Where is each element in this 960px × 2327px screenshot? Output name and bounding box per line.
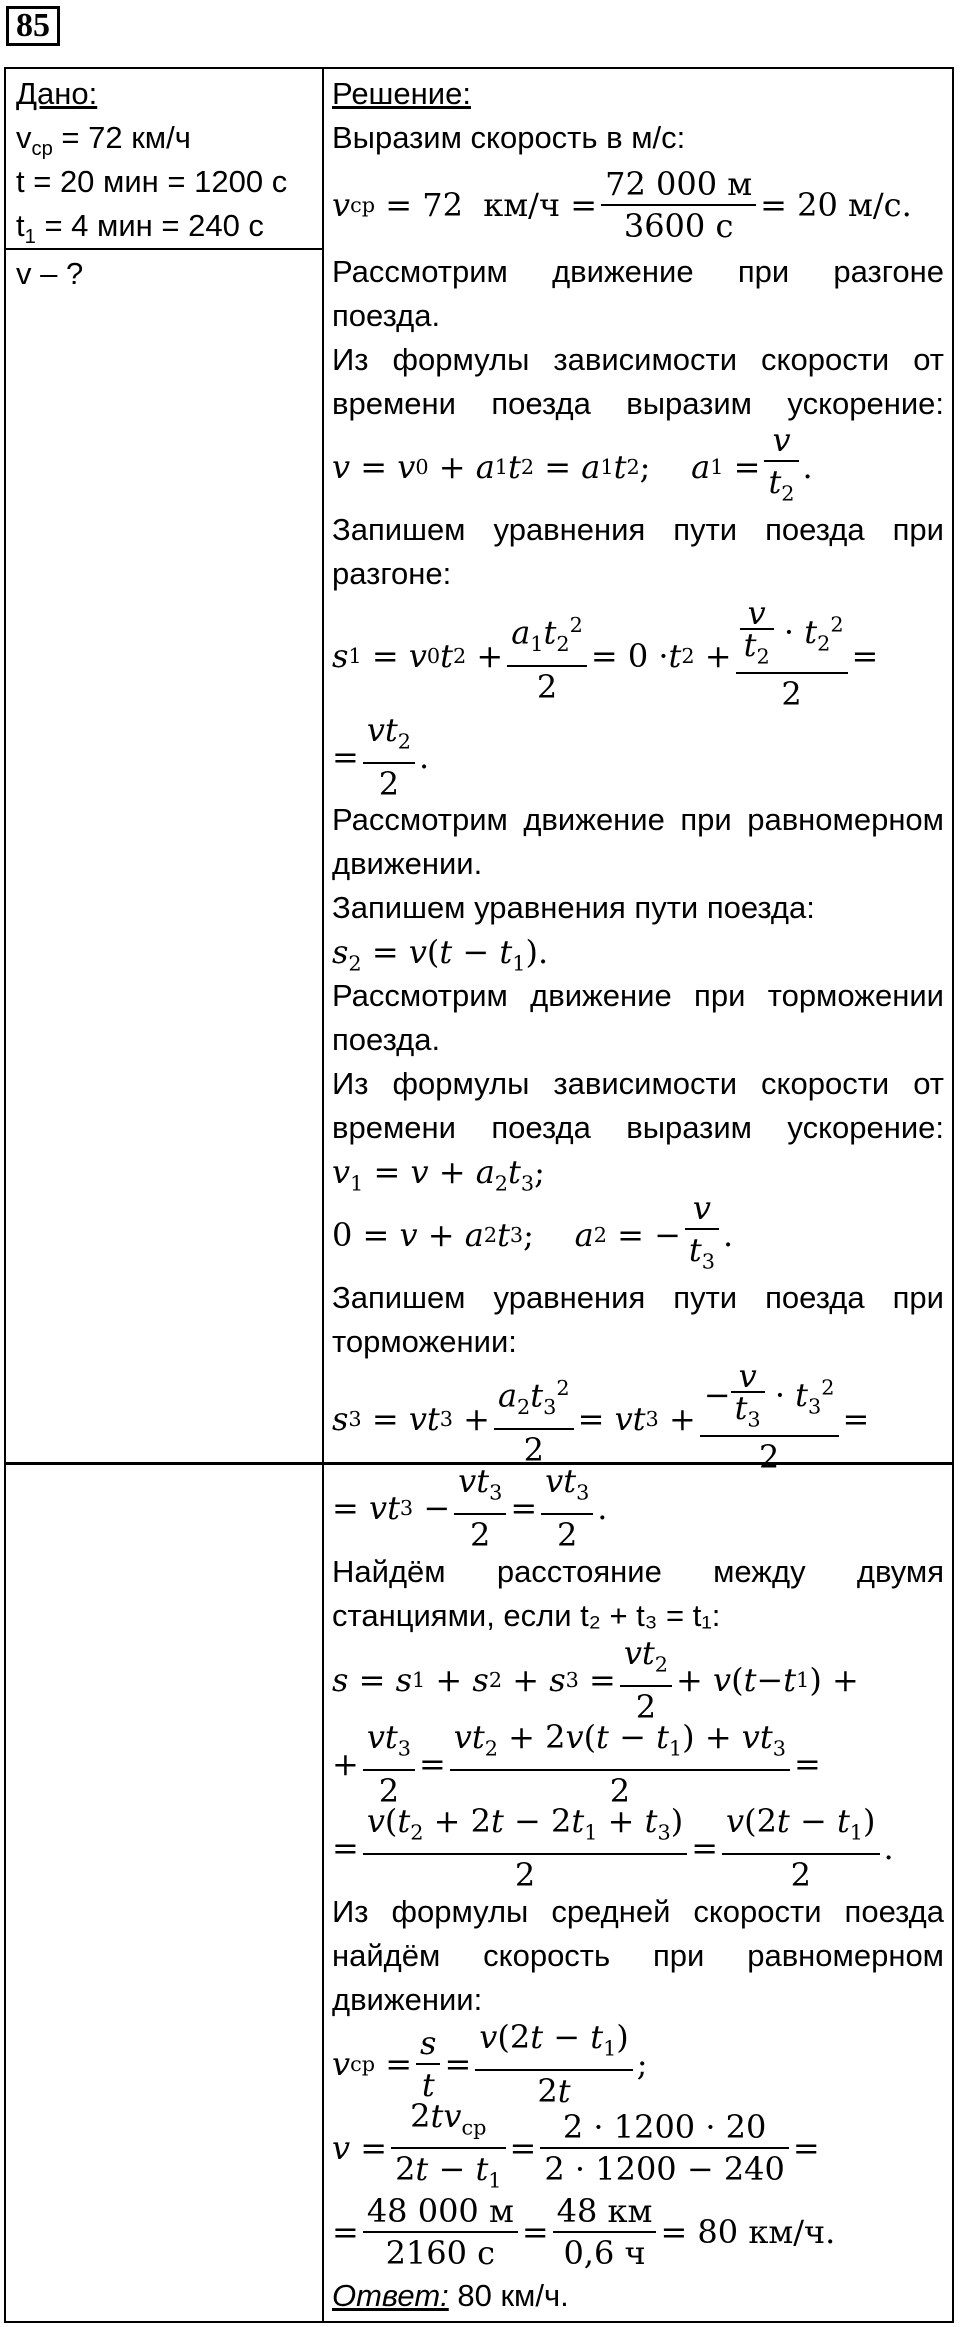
formula-a2: 0 = v + a 2 t 3 ; a 2 = − $\frac{v}{t_3}$ . [332,1189,734,1274]
p-uniform-intro: Рассмотрим движение при равномерном движении. [332,802,944,881]
formula-s2: $s_2 = v(t - t_1)$. [332,933,549,976]
answer-line [332,2274,944,2318]
formula-vcp-expr: v ср = $\frac{s}{t}$ = $\frac{v(2t - t_1)}{2t}$ ; [332,2018,648,2110]
p-path-accel: Запишем уравнения пути поезда при разгоне: [332,512,944,591]
formula-s-total-2: + $\frac{vt_3}{2}$ = $\frac{vt_2 + 2v(t - t_1) + vt_3}{2}$ = [332,1718,821,1810]
p-acceleration-intro: Рассмотрим движение при разгоне поезда. [332,254,944,333]
formula-v-result: = $\frac{48 000 м}{2160 с}$ = $\frac{48 км}{0,6 ч}$ = 80 км/ч. [332,2192,836,2272]
p-avg-speed: Из формулы средней скорости поезда найдём скорость при равномерном движении: [332,1894,944,2017]
formula-s-total-3: = $\frac{v(t_2 + 2t - 2t_1 + t_3)}{2}$ = $\frac{v(2t - t_1)}{2}$ . [332,1802,894,1894]
p-path-braking: Запишем уравнения пути поезда при торможении: [332,1280,944,1359]
table-top-border [4,67,954,69]
given-t1-value: = 4 мин = 240 с [35,208,264,243]
formula-a1: v = v 0 + a 1 t 2 = a 1 t 2 ; a 1 = $\frac{v}{t_2}$ . [332,421,813,506]
formula-v-calc: v = $\frac{2tv_{ср}}{2t - t_1}$ = $\frac{2 \cdot 1200 \cdot 20}{2 \cdot 1200 - 240}$ = [332,2096,820,2193]
formula-s3: s 3 = vt 3 + $\frac{a_2t_3^2}{2}$ = vt 3 + − $\frac{v}{t_3}$ · $t_3^2$ 2 = [332,1357,870,1476]
p-accel-formula-intro: Из формулы зависимости скорости от времени поезда выразим ускорение: [332,342,944,421]
table-bottom-border [4,2321,954,2323]
p-path-uniform: Запишем уравнения пути поезда: [332,890,815,925]
solution-header: Решение: [332,76,471,111]
table-left-border [4,67,6,2323]
formula-s1: s 1 = v 0 t 2 + $\frac{a_1t_2^2}{2}$ = 0 · t 2 + $\frac{v}{t_2}$ · $t_2^2$ 2 = [332,594,879,713]
p-speed-conversion: Выразим скорость в м/с: [332,120,686,155]
formula-s3-result: = vt 3 − $\frac{vt_3}{2}$ = $\frac{vt_3}{2}$ . [332,1462,608,1554]
p-braking-accel: Из формулы зависимости скорости от времени поезда выразим ускорение: [332,1066,944,1145]
answer-value: 80 км/ч. [448,2278,569,2313]
solution-part-1 [332,72,944,1474]
problem-number: 85 [6,6,60,46]
given-vcp-value: = 72 км/ч [52,120,191,155]
formula-s1-result: = $\frac{vt_2}{2}$ . [332,711,430,803]
p-braking-intro: Рассмотрим движение при торможении поезда. [332,978,944,1057]
given-header: Дано: [16,76,98,111]
solution-part-2 [332,1462,944,2318]
vcp-subscript: ср [31,138,53,161]
formula-vcp: v ср = 72 км/ч = $\frac{72 000 м}{3600 с}$ = 20 м/с. [332,165,912,245]
find-v: v – ? [16,256,84,291]
given-vcp: $v_{ср} = 72$ км/ч [16,120,191,161]
given-t: t = 20 мин = 1200 с [16,164,288,199]
p-distance: Найдём расстояние между двумя станциями, если t₂ + t₃ = t₁: [332,1554,944,1633]
table-right-border [952,67,954,2323]
answer-label: Ответ: [332,2278,449,2313]
formula-s-total: s = s 1 + s 2 + s 3 = $\frac{vt_2}{2}$ + v ( t − t 1 ) + [332,1634,859,1726]
given-t1: $t_1 = 4$ мин = 240 с [16,208,264,249]
formula-v1: $v_1 = v + a_2t_3$; [332,1153,545,1196]
column-divider [322,67,324,2323]
